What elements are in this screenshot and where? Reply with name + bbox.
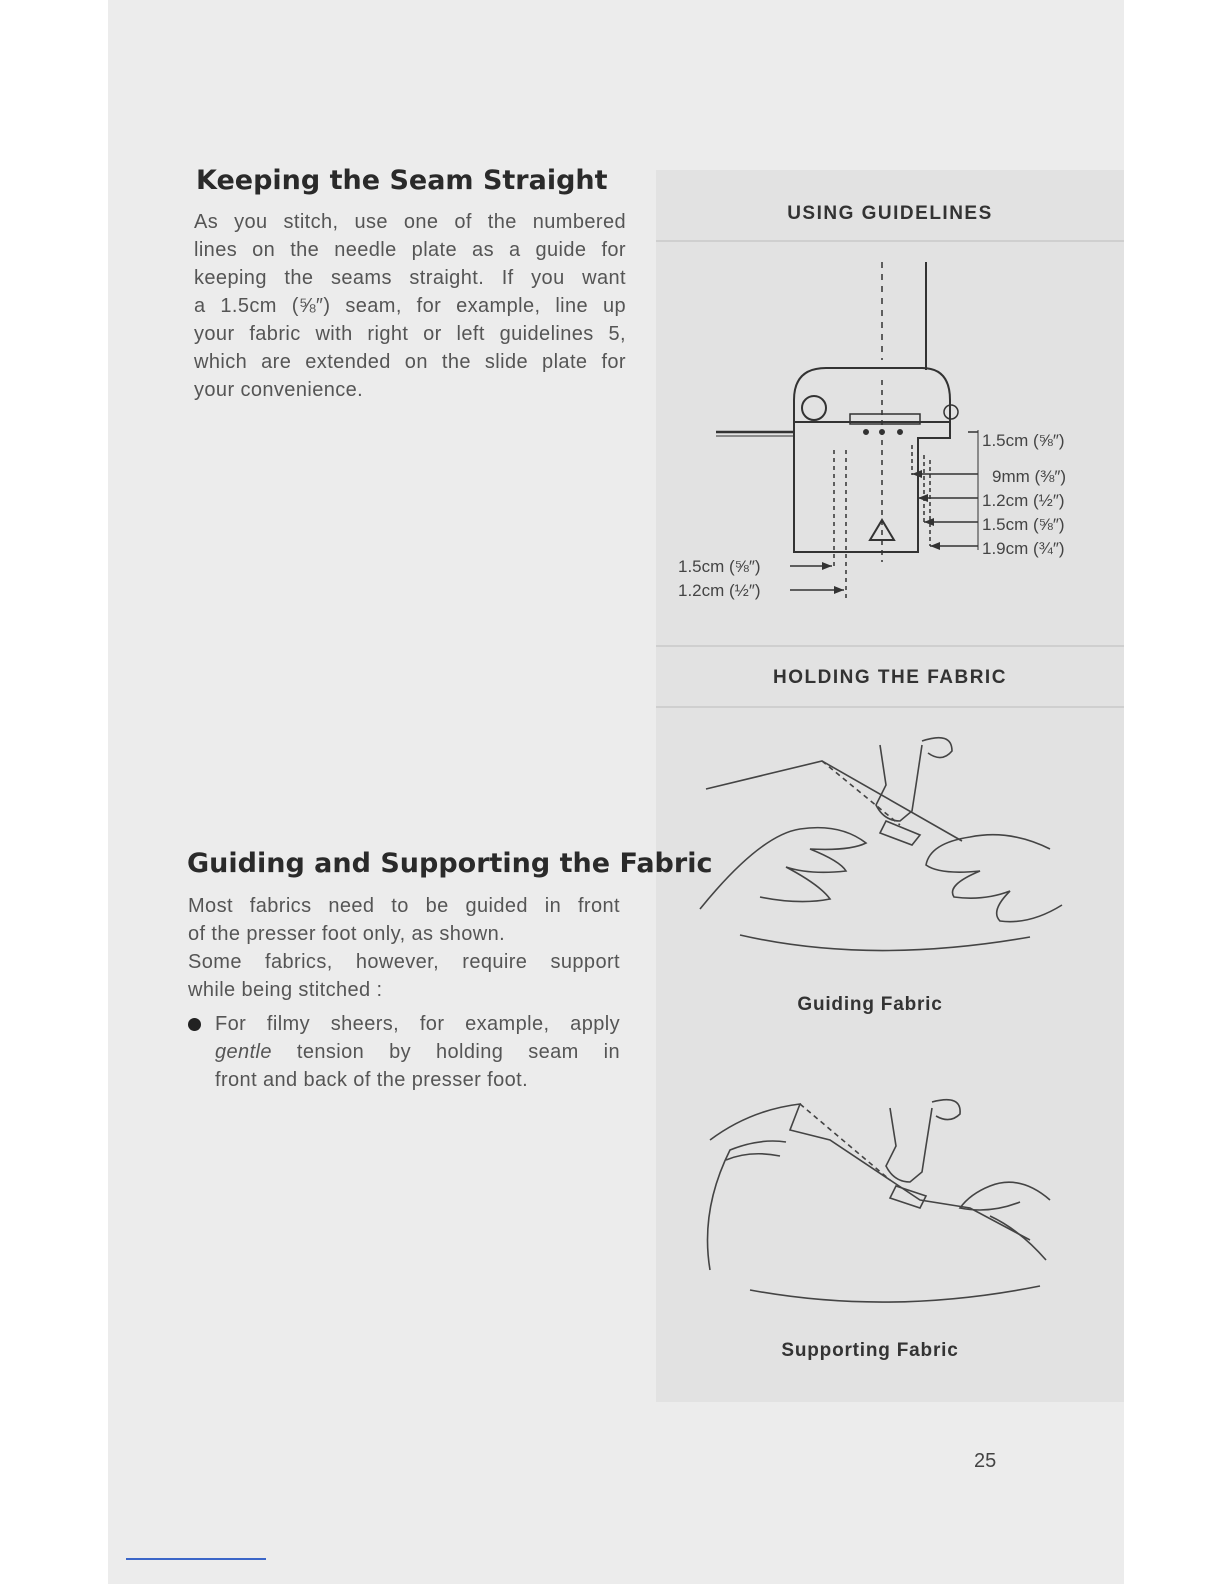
emphasis-word: gentle [215, 1041, 272, 1063]
bottom-edge-line [126, 1558, 266, 1560]
holding-fabric-title: HOLDING THE FABRIC [773, 667, 1007, 688]
page-number: 25 [974, 1450, 997, 1472]
bullet-text [215, 1010, 620, 1094]
body-line: of the presser foot only, as shown. [188, 923, 506, 945]
body-line: which are extended on the slide plate for [194, 351, 626, 373]
measure-right-2: 1.2cm (½″) [982, 491, 1065, 510]
measure-right-0: 1.5cm (⅝″) [982, 431, 1065, 450]
caption-supporting-fabric: Supporting Fabric [781, 1340, 959, 1361]
bullet-line: For filmy sheers, for example, apply [215, 1013, 620, 1035]
caption-guiding-fabric: Guiding Fabric [797, 994, 943, 1015]
body-line: a 1.5cm (⅝″) seam, for example, line up [194, 295, 626, 317]
bullet-dot-icon [188, 1018, 201, 1031]
measure-left-1: 1.2cm (½″) [678, 581, 761, 600]
panel-divider [656, 706, 1124, 708]
supporting-fabric-illustration [690, 1090, 1070, 1310]
panel-divider [656, 645, 1124, 647]
bullet-line: front and back of the presser foot. [215, 1069, 529, 1091]
body-line: while being stitched : [188, 979, 383, 1001]
bullet-line [215, 1038, 620, 1066]
body-line: lines on the needle plate as a guide for [194, 239, 626, 261]
panel-divider [656, 240, 1124, 242]
section-title-guiding-fabric: Guiding and Supporting the Fabric [187, 848, 713, 879]
guiding-fabric-illustration [690, 725, 1070, 965]
measure-right-1: 9mm (⅜″) [992, 467, 1067, 486]
body-line: Most fabrics need to be guided in front [188, 895, 620, 917]
section-body-guiding-fabric [188, 892, 620, 1004]
body-line: Some fabrics, however, require support [188, 951, 620, 973]
measure-left-0: 1.5cm (⅝″) [678, 557, 761, 576]
measure-right-4: 1.9cm (¾″) [982, 539, 1065, 558]
body-line: your convenience. [194, 379, 364, 401]
needle-plate-diagram [656, 250, 1124, 610]
body-line: keeping the seams straight. If you want [194, 267, 626, 289]
using-guidelines-title: USING GUIDELINES [787, 203, 993, 224]
section-body-seam-straight [194, 208, 626, 404]
body-line: As you stitch, use one of the numbered [194, 211, 626, 233]
measure-right-3: 1.5cm (⅝″) [982, 515, 1065, 534]
body-line: your fabric with right or left guidelines 5, [194, 323, 626, 345]
section-title-seam-straight: Keeping the Seam Straight [196, 165, 608, 196]
bullet-line-rest: tension by holding seam in [296, 1041, 621, 1063]
